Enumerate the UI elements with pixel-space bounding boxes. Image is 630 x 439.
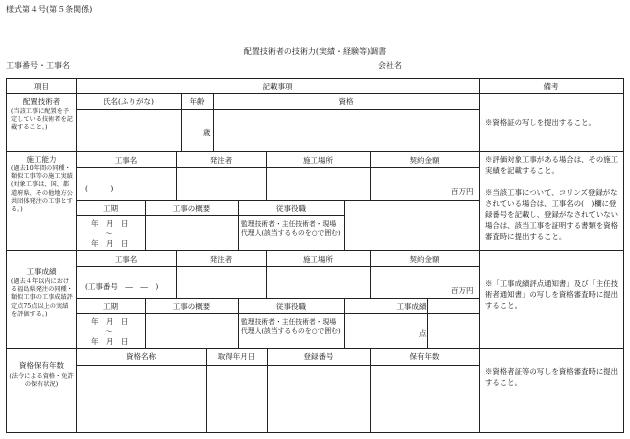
- performance-header-line: [76, 266, 479, 267]
- engineer-note: ※資格証の写しを提出すること。: [485, 118, 596, 127]
- row-divider: [7, 93, 623, 94]
- column-header-item: 項目: [34, 82, 49, 91]
- ability-work-header: 工事名: [114, 156, 138, 165]
- ability-note-1: ※評価対象工事がある場合は、その施工実績を記載すること。: [485, 155, 619, 175]
- engineer-age-unit: 歳: [203, 128, 211, 137]
- engineer-description: (当該工事に配置を予定している技術者を記載すること。): [11, 108, 73, 132]
- ability-col-line: [344, 200, 345, 250]
- engineer-qualification-header: 資格: [338, 97, 354, 106]
- column-divider: [479, 79, 480, 432]
- license-description: (法令による資格・免許の保有状況): [9, 373, 74, 389]
- performance-place-header: 施工場所: [303, 255, 333, 264]
- ability-mid-line: [76, 200, 479, 201]
- performance-work-header: 工事名: [114, 255, 138, 264]
- ability-place-header: 施工場所: [303, 156, 333, 165]
- form-table: [6, 78, 624, 433]
- ability-period-from: 年 月 日: [91, 219, 129, 228]
- ability-period-to: 年 月 日: [91, 239, 129, 248]
- column-header-content: 記載事項: [262, 82, 293, 91]
- form-code: 様式第４号(第５条関係): [6, 5, 93, 14]
- performance-period-header: 工期: [103, 302, 118, 311]
- document-title: 配置技術者の技術力(実績・経験等)調書: [243, 47, 387, 56]
- engineer-age-header: 年齢: [189, 97, 205, 106]
- row-divider: [7, 250, 623, 251]
- performance-description: (過去４年以内における福島県発注の同種・類似工事の工事成績評定点75点以上の実績を評価する。): [11, 278, 73, 318]
- performance-period-to: 年 月 日: [91, 337, 129, 346]
- performance-amount-header: 契約金額: [409, 255, 440, 264]
- performance-score-header: 工事成績: [396, 302, 427, 311]
- performance-role-header: 従事役職: [276, 302, 306, 311]
- performance-mid-line: [76, 298, 479, 299]
- engineer-title: 配置技術者: [22, 97, 61, 106]
- license-date-header: 取得年月日: [217, 352, 256, 361]
- performance-title: 工事成績: [26, 267, 57, 276]
- license-name-header: 資格名称: [126, 352, 156, 361]
- row-divider: [7, 151, 623, 152]
- ability-client-header: 発注者: [209, 156, 233, 165]
- ability-period-tilde: ～: [105, 229, 113, 238]
- performance-score-unit: 点: [419, 329, 427, 338]
- license-years-header: 保有年数: [409, 352, 440, 361]
- ability-header-line: [76, 167, 479, 168]
- performance-summary-header: 工事の概要: [172, 302, 211, 311]
- work-number-label: 工事番号・工事名: [6, 61, 70, 70]
- row-divider: [7, 348, 623, 349]
- engineer-name-header: 氏名(ふりがな): [103, 97, 154, 106]
- ability-role-header: 従事役職: [276, 204, 306, 213]
- performance-client-header: 発注者: [209, 255, 233, 264]
- license-header-line: [76, 365, 479, 366]
- column-header-remarks: 備考: [543, 82, 559, 91]
- performance-role-options: 監理技術者・主任技術者・現場代理人(該当するものを○で囲む): [241, 318, 341, 335]
- ability-period-header: 工期: [103, 204, 118, 213]
- license-note: ※資格者証等の写しを資格審査時に提出すること。: [485, 367, 619, 387]
- company-name-label: 会社名: [378, 61, 402, 70]
- performance-period-tilde: ～: [105, 327, 113, 336]
- performance-work-number: (工事番号 ― ― ): [85, 282, 159, 291]
- ability-summary-header: 工事の概要: [172, 204, 211, 213]
- ability-note-2: ※当該工事について、コリンズ登録がなされている場合は、工事名の( )欄に登録番号を記載し、登録がなされていない場合は、該当工事を証明する書類を資格審査時に提出すること。: [485, 188, 619, 241]
- ability-subheader-line: [76, 215, 344, 216]
- license-registration-header: 登録番号: [303, 352, 334, 361]
- performance-note: ※「工事成績評点通知書」及び「主任技術者通知書」の写しを資格審査時に提出すること。: [485, 279, 619, 310]
- ability-registration-paren: ( ): [85, 184, 114, 193]
- ability-description: (過去10年間の同種・類似工事等の施工実績(対象工事は、国、都道府県、その他地方公共団体発注の工事とする。): [11, 165, 73, 214]
- ability-role-options: 監理技術者・主任技術者・現場代理人(該当するものを○で囲む): [241, 220, 341, 237]
- license-title: 資格保有年数: [19, 361, 64, 370]
- performance-amount-unit: 百万円: [451, 286, 474, 295]
- ability-amount-header: 契約金額: [409, 156, 440, 165]
- performance-period-from: 年 月 日: [91, 317, 129, 326]
- engineer-header-line: [76, 109, 479, 110]
- ability-amount-unit: 百万円: [451, 187, 474, 196]
- performance-subheader-line: [76, 313, 479, 314]
- ability-title: 施工能力: [26, 155, 57, 164]
